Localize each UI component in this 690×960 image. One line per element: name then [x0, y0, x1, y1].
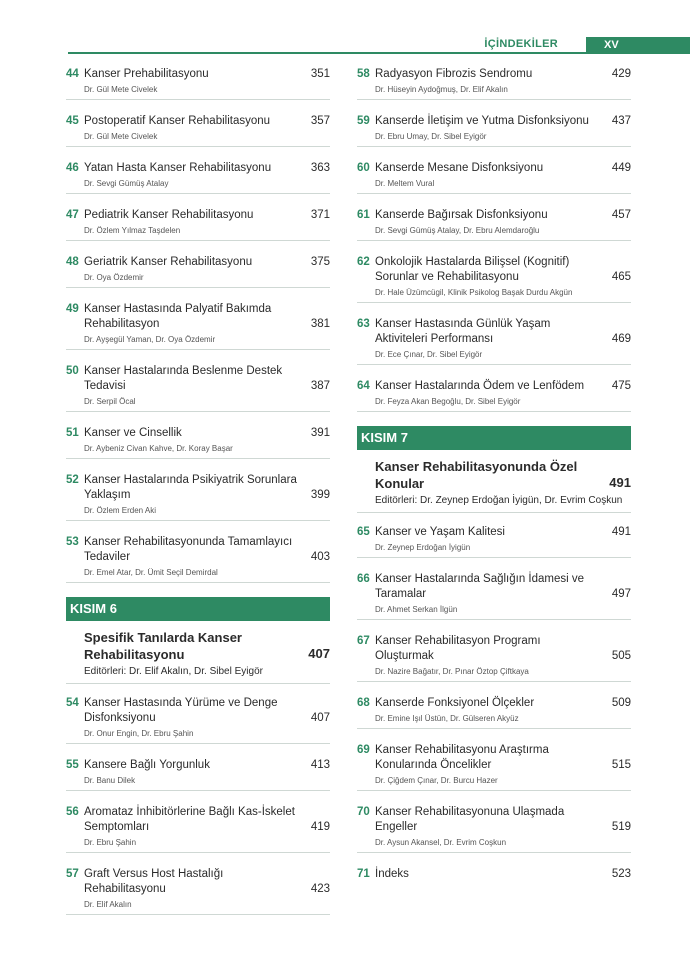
entry-authors: Dr. Sevgi Gümüş Atalay, Dr. Ebru Alemdaroğlu — [375, 226, 540, 235]
entry-number: 55 — [66, 759, 79, 771]
header-title: İÇİNDEKİLER — [484, 38, 558, 50]
entry-authors: Dr. Sevgi Gümüş Atalay — [84, 179, 169, 188]
entry-page: 371 — [310, 209, 330, 221]
entry-title-wrap — [375, 525, 631, 540]
toc-entry — [357, 634, 631, 682]
entry-number: 50 — [66, 365, 79, 377]
entry-number: 54 — [66, 697, 79, 709]
entry-title-wrap — [84, 208, 330, 223]
toc-entry — [66, 161, 330, 194]
entry-title: Graft Versus Host Hastalığı Rehabilitasyonu — [84, 868, 224, 895]
entry-title-wrap — [375, 634, 631, 664]
entry-title-wrap — [375, 743, 631, 773]
toc-entry — [66, 867, 330, 915]
entry-title-wrap — [84, 114, 330, 129]
entry-title: Kanserde Mesane Disfonksiyonu — [375, 162, 544, 174]
entry-authors: Dr. Ahmet Serkan İlgün — [375, 605, 458, 614]
entry-page: 491 — [611, 526, 631, 538]
entry-title-wrap — [84, 535, 330, 565]
toc-entry — [357, 379, 631, 412]
entry-number: 67 — [357, 635, 370, 647]
entry-authors: Dr. Emel Atar, Dr. Ümit Seçil Demirdal — [84, 568, 218, 577]
entry-page: 363 — [310, 162, 330, 174]
entry-title-wrap — [84, 161, 330, 176]
entry-title: Kanser Hastalarında Ödem ve Lenfödem — [375, 380, 585, 392]
entry-number: 47 — [66, 209, 79, 221]
toc-entry — [66, 255, 330, 288]
entry-title: Yatan Hasta Kanser Rehabilitasyonu — [84, 162, 272, 174]
entry-authors: Dr. Aysun Akansel, Dr. Evrim Coşkun — [375, 838, 507, 847]
entry-number: 48 — [66, 256, 79, 268]
entry-page: 519 — [611, 821, 631, 833]
entry-title-wrap — [84, 758, 330, 773]
entry-title-wrap — [84, 364, 330, 394]
entry-authors: Dr. Nazire Bağatır, Dr. Pınar Öztop Çiftkaya — [375, 667, 529, 676]
entry-number: 59 — [357, 115, 370, 127]
entry-title: Kanser Rehabilitasyonu Araştırma Konularında Öncelikler — [375, 744, 549, 771]
entry-page: 497 — [611, 588, 631, 600]
entry-number: 53 — [66, 536, 79, 548]
part-section — [357, 458, 631, 513]
entry-page: 413 — [310, 759, 330, 771]
entry-page: 515 — [611, 759, 631, 771]
entry-title: Pediatrik Kanser Rehabilitasyonu — [84, 209, 254, 221]
part-section — [66, 629, 330, 684]
entry-authors: Dr. Feyza Akan Begoğlu, Dr. Sibel Eyigör — [375, 397, 521, 406]
page-header — [0, 37, 690, 54]
entry-title: Kanser Hastasında Yürüme ve Denge Disfonksiyonu — [84, 697, 278, 724]
entry-page: 375 — [310, 256, 330, 268]
toc-entry — [66, 805, 330, 853]
entry-page: 381 — [310, 318, 330, 330]
entry-number: 69 — [357, 744, 370, 756]
entry-number: 65 — [357, 526, 370, 538]
entry-number: 51 — [66, 427, 79, 439]
toc-entry — [66, 114, 330, 147]
entry-title-wrap — [84, 805, 330, 835]
toc-entry — [66, 426, 330, 459]
entry-authors: Dr. Ayşegül Yaman, Dr. Oya Özdemir — [84, 335, 216, 344]
entry-title: Kanserde Fonksiyonel Ölçekler — [375, 697, 535, 709]
entry-authors: Dr. Onur Engin, Dr. Ebru Şahin — [84, 729, 194, 738]
toc-entry — [357, 317, 631, 365]
toc-entry — [357, 525, 631, 558]
entry-number: 52 — [66, 474, 79, 486]
entry-page: 465 — [611, 271, 631, 283]
part-page: 407 — [308, 646, 330, 661]
entry-title-wrap — [375, 255, 631, 285]
toc-entry — [357, 161, 631, 194]
entry-page: 437 — [611, 115, 631, 127]
entry-title: Kanser Hastalarında Beslenme Destek Tedavisi — [84, 365, 283, 392]
entry-page: 399 — [310, 489, 330, 501]
entry-authors: Dr. Ebru Şahin — [84, 838, 137, 847]
entry-number: 62 — [357, 256, 370, 268]
toc-entry — [66, 208, 330, 241]
entry-page: 429 — [611, 68, 631, 80]
header-page-number: XV — [586, 37, 690, 54]
entry-page: 469 — [611, 333, 631, 345]
entry-title: Postoperatif Kanser Rehabilitasyonu — [84, 115, 271, 127]
entry-title: Kanser Hastalarında Psikiyatrik Sorunlara Yaklaşım — [84, 474, 297, 501]
entry-number: 57 — [66, 868, 79, 880]
toc-entry — [357, 743, 631, 791]
entry-title: Radyasyon Fibrozis Sendromu — [375, 68, 533, 80]
entry-title-wrap — [84, 867, 330, 897]
entry-number: 63 — [357, 318, 370, 330]
entry-page: 449 — [611, 162, 631, 174]
entry-authors: Dr. Çiğdem Çınar, Dr. Burcu Hazer — [375, 776, 498, 785]
entry-page: 457 — [611, 209, 631, 221]
toc-entry — [66, 302, 330, 350]
entry-title: Kanser ve Yaşam Kalitesi — [375, 526, 505, 538]
entry-title-wrap — [375, 114, 631, 129]
entry-number: 45 — [66, 115, 79, 127]
entry-page: 403 — [310, 551, 330, 563]
entry-number: 70 — [357, 806, 370, 818]
entry-page: 475 — [611, 380, 631, 392]
entry-title: Kanser Rehabilitasyonuna Ulaşmada Engeller — [375, 806, 565, 833]
part-label-bar: KISIM 6 — [66, 597, 330, 621]
entry-authors: Dr. Serpil Öcal — [84, 397, 136, 406]
entry-title: Kanser Rehabilitasyonunda Tamamlayıcı Tedaviler — [84, 536, 293, 563]
entry-title-wrap — [375, 208, 631, 223]
entry-number: 44 — [66, 68, 79, 80]
entry-number: 58 — [357, 68, 370, 80]
entry-title-wrap — [84, 696, 330, 726]
entry-title-wrap — [375, 572, 631, 602]
entry-title-wrap — [84, 302, 330, 332]
part-editors: Editörleri: Dr. Elif Akalın, Dr. Sibel Eyigör — [84, 666, 263, 677]
entry-number: 66 — [357, 573, 370, 585]
entry-authors: Dr. Hüseyin Aydoğmuş, Dr. Elif Akalın — [375, 85, 508, 94]
toc-entry — [66, 535, 330, 583]
toc-entry — [357, 867, 631, 885]
part-title: Kanser Rehabilitasyonunda Özel Konular — [375, 459, 578, 491]
entry-page: 351 — [310, 68, 330, 80]
part-title: Spesifik Tanılarda Kanser Rehabilitasyonu — [84, 630, 242, 662]
entry-title: Kanser Hastasında Günlük Yaşam Aktiviteleri Performansı — [375, 318, 551, 345]
toc-entry — [66, 696, 330, 744]
toc-entry — [357, 67, 631, 100]
entry-page: 505 — [611, 650, 631, 662]
toc-entry — [357, 255, 631, 303]
entry-title-wrap — [84, 473, 330, 503]
entry-authors: Dr. Özlem Yılmaz Taşdelen — [84, 226, 181, 235]
entry-title: Aromataz İnhibitörlerine Bağlı Kas-İskelet Semptomları — [84, 806, 295, 833]
entry-page: 391 — [310, 427, 330, 439]
entry-title: Kanser Prehabilitasyonu — [84, 68, 209, 80]
entry-title: Kanser Hastalarında Sağlığın İdamesi ve Taramalar — [375, 573, 585, 600]
entry-authors: Dr. Gül Mete Civelek — [84, 132, 158, 141]
entry-title-wrap — [375, 696, 631, 711]
toc-entry — [357, 114, 631, 147]
entry-number: 71 — [357, 868, 370, 880]
entry-title-wrap — [375, 805, 631, 835]
entry-title: Kanser ve Cinsellik — [84, 427, 182, 439]
entry-authors: Dr. Meltem Vural — [375, 179, 435, 188]
toc-entry — [357, 805, 631, 853]
entry-title-wrap — [84, 255, 330, 270]
entry-page: 423 — [310, 883, 330, 895]
entry-title: İndeks — [375, 868, 409, 880]
entry-number: 68 — [357, 697, 370, 709]
entry-number: 46 — [66, 162, 79, 174]
entry-number: 60 — [357, 162, 370, 174]
entry-authors: Dr. Ebru Umay, Dr. Sibel Eyigör — [375, 132, 487, 141]
entry-authors: Dr. Zeynep Erdoğan İyigün — [375, 543, 471, 552]
toc-entry — [357, 208, 631, 241]
right-column — [357, 67, 631, 899]
left-column — [66, 67, 330, 929]
entry-authors: Dr. Özlem Erden Aki — [84, 506, 157, 515]
entry-page: 407 — [310, 712, 330, 724]
entry-title-wrap — [375, 161, 631, 176]
entry-authors: Dr. Emine Işıl Üstün, Dr. Gülseren Akyüz — [375, 714, 519, 723]
entry-title-wrap — [375, 867, 631, 882]
part-editors: Editörleri: Dr. Zeynep Erdoğan İyigün, Dr. Evrim Coşkun — [375, 495, 623, 506]
entry-authors: Dr. Banu Dilek — [84, 776, 136, 785]
entry-title: Kanserde Bağırsak Disfonksiyonu — [375, 209, 548, 221]
part-label-bar: KISIM 7 — [357, 426, 631, 450]
entry-authors: Dr. Oya Özdemir — [84, 273, 144, 282]
entry-number: 49 — [66, 303, 79, 315]
entry-authors: Dr. Elif Akalın — [84, 900, 132, 909]
entry-title-wrap — [84, 426, 330, 441]
toc-entry — [357, 572, 631, 620]
entry-authors: Dr. Hale Üzümcügil, Klinik Psikolog Başak Durdu Akgün — [375, 288, 573, 297]
entry-title-wrap — [375, 317, 631, 347]
entry-title-wrap — [84, 67, 330, 82]
entry-title: Onkolojik Hastalarda Bilişsel (Kognitif) Sorunlar ve Rehabilitasyonu — [375, 256, 570, 283]
entry-page: 509 — [611, 697, 631, 709]
entry-number: 64 — [357, 380, 370, 392]
toc-entry — [66, 758, 330, 791]
part-page: 491 — [609, 475, 631, 490]
entry-page: 419 — [310, 821, 330, 833]
toc-entry — [357, 696, 631, 729]
entry-page: 387 — [310, 380, 330, 392]
entry-title: Geriatrik Kanser Rehabilitasyonu — [84, 256, 253, 268]
entry-authors: Dr. Aybeniz Civan Kahve, Dr. Koray Başar — [84, 444, 233, 453]
entry-authors: Dr. Gül Mete Civelek — [84, 85, 158, 94]
toc-entry — [66, 364, 330, 412]
toc-entry — [66, 473, 330, 521]
entry-title: Kanserde İletişim ve Yutma Disfonksiyonu — [375, 115, 589, 127]
entry-number: 56 — [66, 806, 79, 818]
entry-title: Kanser Hastasında Palyatif Bakımda Rehabilitasyon — [84, 303, 272, 330]
entry-title-wrap — [375, 67, 631, 82]
entry-authors: Dr. Ece Çınar, Dr. Sibel Eyigör — [375, 350, 483, 359]
entry-page: 357 — [310, 115, 330, 127]
entry-page: 523 — [611, 868, 631, 880]
entry-title-wrap — [375, 379, 631, 394]
toc-entry — [66, 67, 330, 100]
entry-title: Kanser Rehabilitasyon Programı Oluşturmak — [375, 635, 541, 662]
entry-number: 61 — [357, 209, 370, 221]
entry-title: Kansere Bağlı Yorgunluk — [84, 759, 210, 771]
